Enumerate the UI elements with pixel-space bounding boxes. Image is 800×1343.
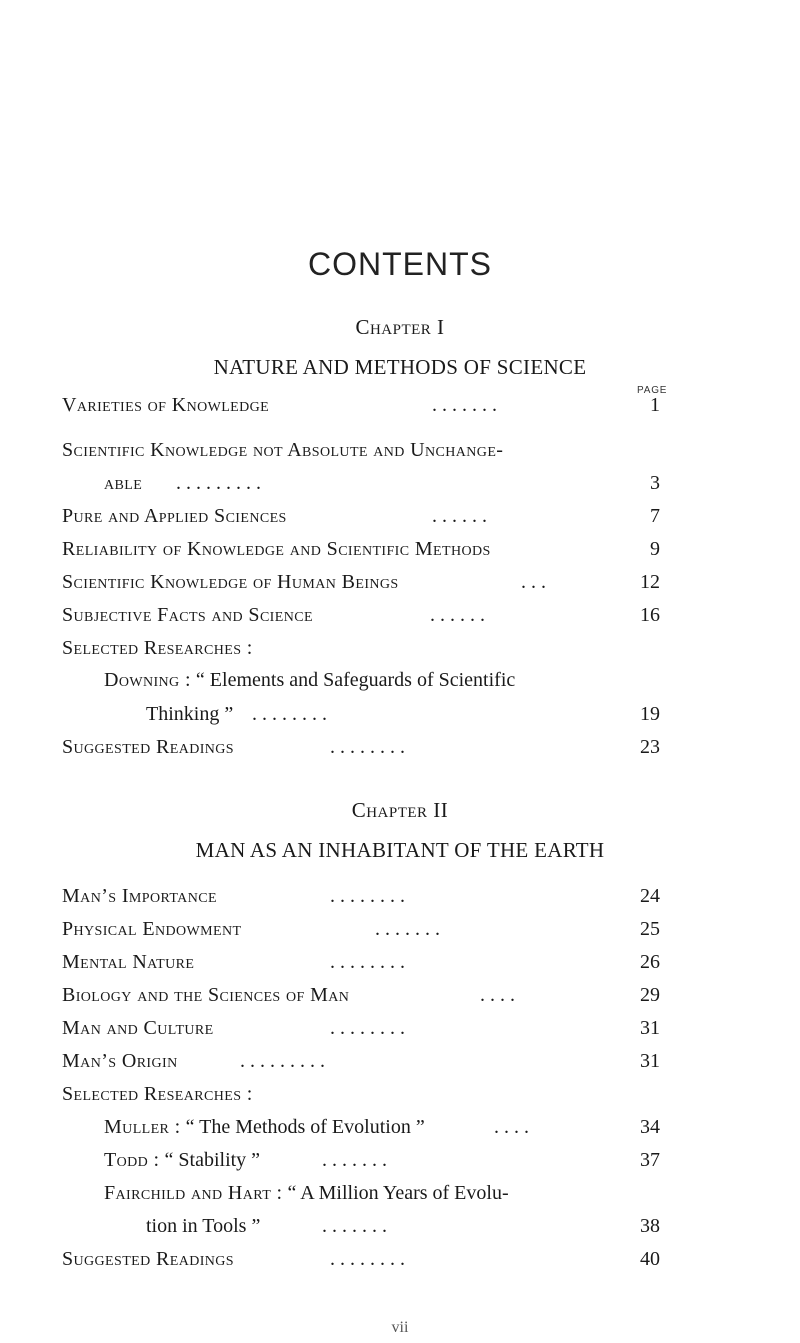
entry-title: Selected Researches : — [62, 637, 253, 659]
entry-title: Physical Endowment — [62, 918, 242, 940]
entry-title: Subjective Facts and Science — [62, 604, 313, 626]
entry-page: 9 — [650, 538, 660, 560]
leader-dots: . . . . . . . . — [252, 703, 327, 725]
entry-page: 31 — [640, 1050, 660, 1072]
toc-entry[interactable] — [62, 437, 660, 463]
entry-page: 3 — [650, 472, 660, 494]
chapter-title: MAN AS AN INHABITANT OF THE EARTH — [195, 838, 605, 862]
toc-entry[interactable] — [62, 949, 660, 975]
entry-page: 12 — [640, 571, 660, 593]
toc-entry[interactable] — [62, 392, 660, 418]
entry-title: Varieties of Knowledge — [62, 394, 270, 416]
toc-entry-continuation[interactable] — [146, 1213, 660, 1239]
toc-entry[interactable] — [62, 635, 660, 661]
entry-title: Pure and Applied Sciences — [62, 505, 287, 527]
toc-entry[interactable] — [62, 569, 660, 595]
leader-dots: . . . . . . . . — [330, 1017, 405, 1039]
entry-page: 38 — [640, 1215, 660, 1237]
entry-work: “ Elements and Safeguards of Scientific — [195, 669, 516, 691]
toc-entry-continuation[interactable] — [146, 701, 660, 727]
chapter-label: Chapter I — [355, 315, 445, 339]
chapter-label: Chapter II — [351, 798, 449, 822]
toc-entry[interactable] — [104, 667, 660, 693]
entry-page: 29 — [640, 984, 660, 1006]
leader-dots: . . . . . . . . — [330, 736, 405, 758]
entry-author: Fairchild and Hart : — [104, 1182, 283, 1204]
leader-dots: . . . . — [494, 1116, 529, 1138]
leader-dots: . . . . — [480, 984, 515, 1006]
entry-title: Suggested Readings — [62, 736, 234, 758]
entry-title: Scientific Knowledge not Absolute and Unchange- — [62, 439, 504, 461]
entry-work: “ The Methods of Evolution ” — [185, 1116, 425, 1138]
toc-entry[interactable] — [62, 883, 660, 909]
leader-dots: . . . . . . . — [432, 394, 497, 416]
toc-entry[interactable] — [62, 734, 660, 760]
entry-page: 7 — [650, 505, 660, 527]
toc-entry[interactable] — [62, 1015, 660, 1041]
entry-page: 24 — [640, 885, 660, 907]
entry-title: Reliability of Knowledge and Scientific Methods — [62, 538, 491, 560]
entry-page: 40 — [640, 1248, 660, 1270]
entry-author: Downing : — [104, 669, 191, 691]
entry-title: Man’s Origin — [62, 1050, 178, 1072]
entry-title: Biology and the Sciences of Man — [62, 984, 350, 1006]
toc-entry[interactable] — [104, 1147, 660, 1173]
leader-dots: . . . . . . . . — [330, 885, 405, 907]
leader-dots: . . . . . . . — [322, 1149, 387, 1171]
entry-author: Todd : — [104, 1149, 160, 1171]
toc-entry[interactable] — [62, 602, 660, 628]
entry-title: Scientific Knowledge of Human Beings — [62, 571, 399, 593]
leader-dots: . . . . . . . — [375, 918, 440, 940]
entry-continuation: tion in Tools ” — [146, 1215, 261, 1237]
entry-page: 25 — [640, 918, 660, 940]
entry-page: 26 — [640, 951, 660, 973]
page-folio: vii — [391, 1319, 409, 1336]
entry-title: Mental Nature — [62, 951, 195, 973]
entry-page: 1 — [650, 394, 660, 416]
chapter-title: NATURE AND METHODS OF SCIENCE — [213, 355, 587, 379]
toc-entry[interactable] — [62, 536, 660, 562]
toc-entry-continuation[interactable] — [104, 470, 660, 496]
leader-dots: . . . . . . . . — [330, 1248, 405, 1270]
entry-title: Man’s Importance — [62, 885, 217, 907]
entry-page: 34 — [640, 1116, 660, 1138]
entry-page: 31 — [640, 1017, 660, 1039]
entry-title: Man and Culture — [62, 1017, 214, 1039]
entry-page: 19 — [640, 703, 660, 725]
entry-page: 23 — [640, 736, 660, 758]
entry-work: “ Stability ” — [164, 1149, 261, 1171]
page-title: CONTENTS — [308, 246, 492, 282]
toc-entry[interactable] — [62, 1246, 660, 1272]
toc-entry[interactable] — [62, 1081, 660, 1107]
entry-page: 37 — [640, 1149, 660, 1171]
toc-entry[interactable] — [104, 1180, 660, 1206]
leader-dots: . . . . . . . — [322, 1215, 387, 1237]
entry-work: “ A Million Years of Evolu- — [287, 1182, 509, 1204]
toc-entry[interactable] — [62, 1048, 660, 1074]
toc-entry[interactable] — [62, 982, 660, 1008]
toc-entry[interactable] — [62, 916, 660, 942]
leader-dots: . . . . . . . . . — [176, 472, 261, 494]
leader-dots: . . . . . . . . . — [240, 1050, 325, 1072]
leader-dots: . . . . . . . . — [330, 951, 405, 973]
entry-title: Selected Researches : — [62, 1083, 253, 1105]
toc-entry[interactable] — [62, 503, 660, 529]
page-column-heading: PAGE — [637, 385, 668, 396]
leader-dots: . . . . . . — [432, 505, 487, 527]
entry-author: Muller : — [104, 1116, 181, 1138]
entry-continuation: Thinking ” — [146, 703, 234, 725]
entry-continuation: able — [104, 472, 143, 494]
leader-dots: . . . . . . — [430, 604, 485, 626]
entry-page: 16 — [640, 604, 660, 626]
toc-entry[interactable] — [104, 1114, 660, 1140]
leader-dots: . . . — [521, 571, 546, 593]
entry-title: Suggested Readings — [62, 1248, 234, 1270]
